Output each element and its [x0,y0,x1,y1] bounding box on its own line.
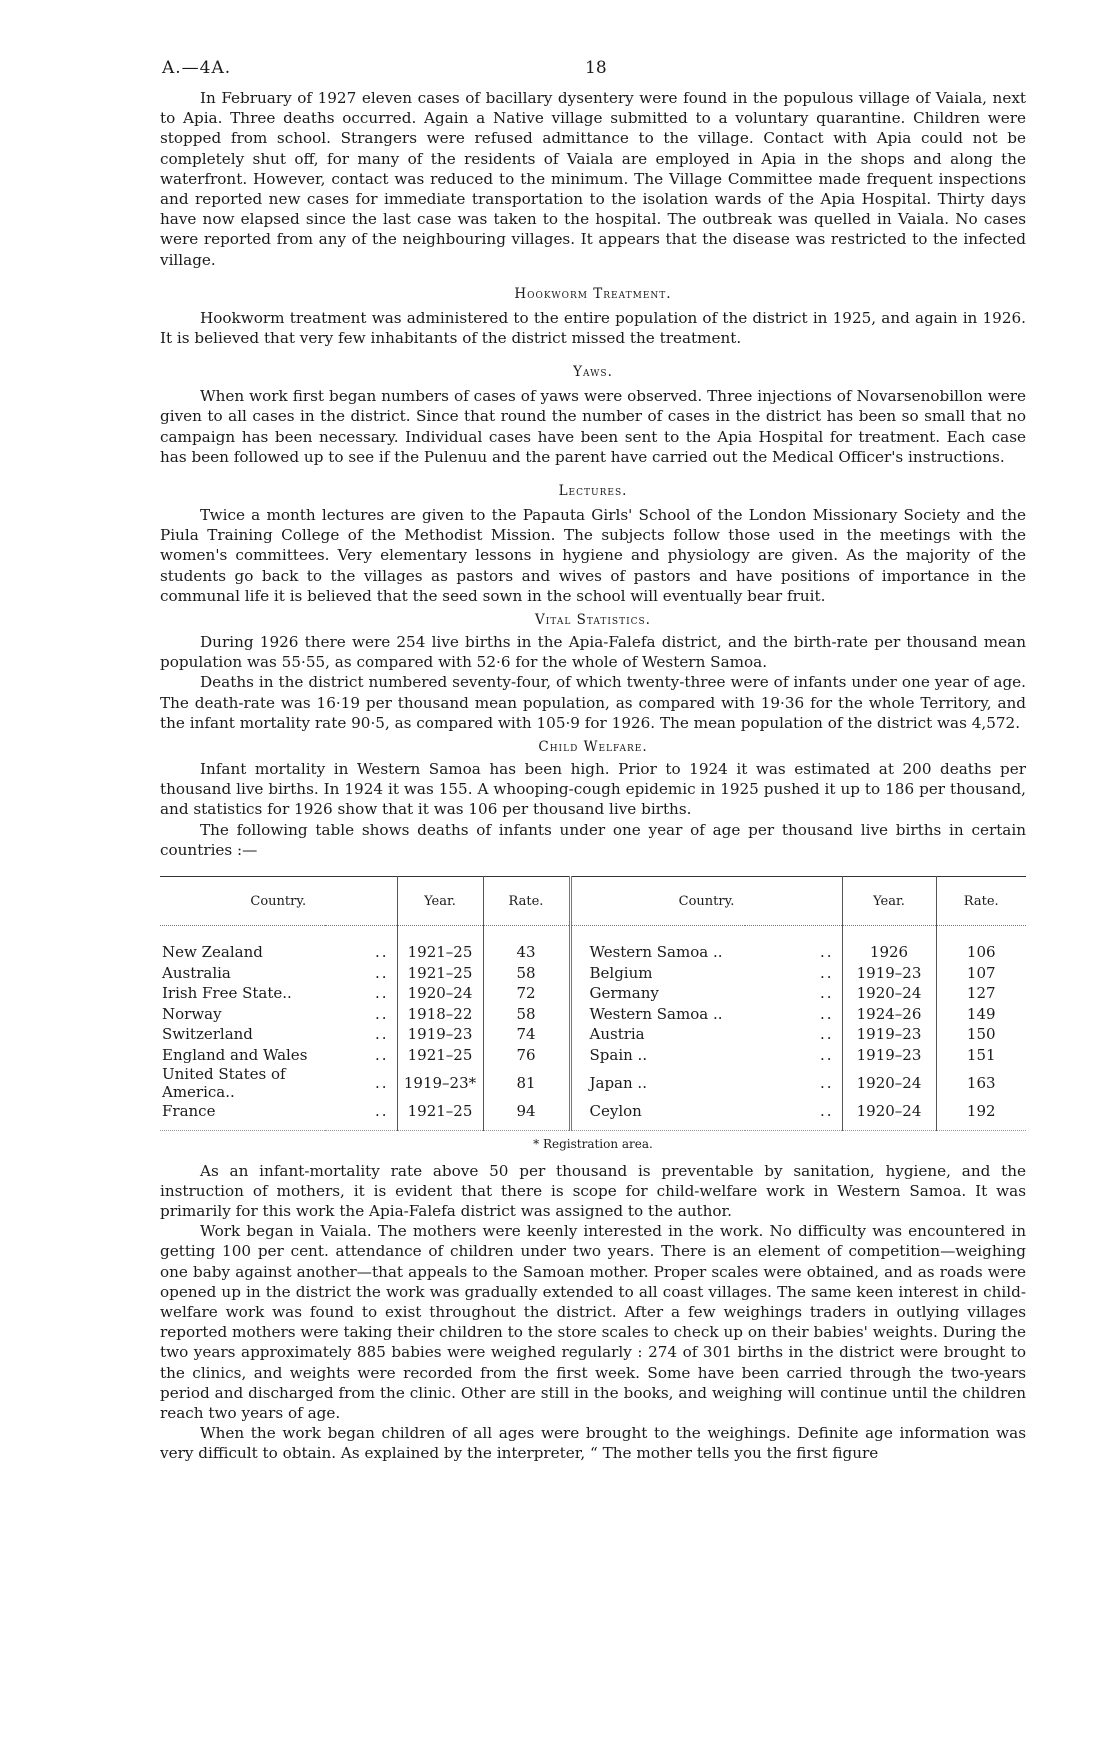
right-leader-dots: .. [745,1024,842,1045]
right-year-cell: 1919–23 [842,963,936,984]
left-year-cell: 1921–25 [397,963,483,984]
child-welfare-paragraph-2: The following table shows deaths of infants under one year of age per thousand live births in certain countries :— [160,820,1026,859]
header-year-left: Year. [397,877,483,926]
left-country-cell: Norway [162,1004,222,1023]
left-year-cell: 1920–24 [397,983,483,1004]
vital-statistics-heading: Vital Statistics. [535,612,651,629]
child-welfare-heading: Child Welfare. [538,739,648,756]
left-country-cell: Irish Free State.. [162,984,292,1003]
right-rate-cell: 106 [966,943,996,962]
yaws-heading: Yaws. [573,364,613,381]
right-leader-dots: .. [745,926,842,963]
left-rate-cell: 74 [483,1024,570,1045]
right-country-cell: Spain .. [589,1045,648,1064]
hookworm-heading: Hookworm Treatment. [514,285,672,302]
vital-statistics-paragraph-2: Deaths in the district numbered seventy-four, of which twenty-three were of infants under one year of age. The death-rate was 16·19 per thousand mean population, as compared with 19·36 for the whole Territory, and the infant mortality rate 90·5, as compared with 105·9 for 1926. The mean population of the district was 4,572. [160,673,1026,732]
left-year-cell: 1921–25 [397,926,483,963]
right-rate-cell: 151 [966,1045,996,1064]
vital-statistics-paragraph-1: During 1926 there were 254 live births in the Apia-Falefa district, and the birth-rate per thousand mean population was 55·55, as compared with 52·6 for the whole of Western Samoa. [160,633,1026,672]
table-row [160,1065,1026,1101]
right-country-cell: Belgium [589,963,653,982]
table-end-cell [397,1122,483,1131]
right-rate-cell: 150 [966,1025,996,1044]
left-leader-dots: .. [325,1024,397,1045]
right-year-cell: 1919–23 [842,1024,936,1045]
right-rate-cell: 149 [966,1004,996,1023]
right-country-cell: Austria [589,1025,645,1044]
left-rate-cell: 81 [483,1065,570,1101]
infant-mortality-table-wrapper [160,876,1026,1151]
right-year-cell: 1920–24 [842,983,936,1004]
left-leader-dots: .. [325,1045,397,1066]
left-year-cell: 1919–23 [397,1024,483,1045]
right-country-cell: Western Samoa .. [589,1004,723,1023]
after-table-paragraph-1: As an infant-mortality rate above 50 per thousand is preventable by sanitation, hygiene, and the instruction of mothers, it is evident that there is scope for child-welfare work in Western Samoa. It was primarily for this work the Apia-Falefa district was assigned to the author. [160,1161,1026,1220]
left-year-cell: 1921–25 [397,1045,483,1066]
table-end-cell [570,1122,745,1131]
right-year-cell: 1919–23 [842,1045,936,1066]
right-country-cell: Western Samoa .. [589,943,723,962]
left-year-cell: 1918–22 [397,1004,483,1025]
header-country-right: Country. [570,877,842,926]
left-leader-dots: .. [325,926,397,963]
table-end-cell [842,1122,936,1131]
after-table-paragraph-2: Work began in Vaiala. The mothers were keenly interested in the work. No difficulty was encountered in getting 100 per cent. attendance of children under two years. There is an element of competition—weighing one baby against another—that appeals to the Samoan mother. Proper scales were obtained, and as roads were opened up in the district the work was gradually extended to all coast villages. The same keen interest in child-welfare work was found to exist throughout the district. After a few weighings traders in outlying villages reported mothers were taking their children to the store scales to check up on their babies' weights. During the two years approximately 885 babies were weighed regularly : 274 of 301 births in the district were brought to the clinics, and weights were recorded from the first week. Some have been carried through the two-years period and discharged from the clinic. Other are still in the books, and weighing will continue until the children reach two years of age. [160,1222,1026,1423]
header-country-left: Country. [160,877,397,926]
left-rate-cell: 58 [483,1004,570,1025]
lectures-heading: Lectures. [558,483,628,500]
left-year-cell: 1919–23* [397,1065,483,1101]
table-footnote: * Registration area. [533,1136,653,1151]
right-year-cell: 1920–24 [842,1065,936,1101]
right-leader-dots: .. [745,1045,842,1066]
table-header-row [160,877,1026,926]
right-leader-dots: .. [745,1065,842,1101]
table-end-cell [325,1122,397,1131]
left-country-cell: United States of America.. [162,1065,286,1102]
right-leader-dots: .. [745,1101,842,1122]
table-end-cell [160,1122,325,1131]
lectures-paragraph: Twice a month lectures are given to the Papauta Girls' School of the London Missionary Society and the Piula Training College of the Methodist Mission. The subjects follow those used in the meetings with the women's committees. Very elementary lessons in hygiene and physiology are given. As the majority of the students go back to the villages as pastors and wives of pastors and have positions of importance in the communal life it is believed that the seed sown in the school will eventually bear fruit. [160,506,1026,605]
left-leader-dots: .. [325,1101,397,1122]
right-leader-dots: .. [745,1004,842,1025]
after-table-paragraph-3: When the work began children of all ages were brought to the weighings. Definite age information was very difficult to obtain. As explained by the interpreter, “ The mother tells you the first figure [160,1424,1026,1463]
right-leader-dots: .. [745,963,842,984]
page-header [160,58,1026,88]
header-rate-right: Rate. [936,877,1026,926]
yaws-paragraph: When work first began numbers of cases of yaws were observed. Three injections of Novarsenobillon were given to all cases in the district. Since that round the number of cases in the district has been so small that no campaign has been necessary. Individual cases have been sent to the Apia Hospital for treatment. Each case has been followed up to see if the Pulenuu and the parent have carried out the Medical Officer's instructions. [160,387,1026,466]
left-country-cell: Switzerland [162,1025,253,1044]
left-leader-dots: .. [325,963,397,984]
right-year-cell: 1926 [842,926,936,963]
dysentery-paragraph: In February of 1927 eleven cases of bacillary dysentery were found in the populous village of Vaiala, next to Apia. Three deaths occurred. Again a Native village submitted to a voluntary quarantine. Children were stopped from school. Strangers were refused admittance to the village. Contact with Apia could not be completely shut off, for many of the residents of Vaiala are employed in Apia in the shops and along the waterfront. However, contact was reduced to the minimum. The Village Committee made frequent inspections and reported new cases for immediate transportation to the isolation wards of the Apia Hospital. Thirty days have now elapsed since the last case was taken to the hospital. The outbreak was quelled in Vaiala. No cases were reported from any of the neighbouring villages. It appears that the disease was restricted to the infected village. [160,89,1026,269]
document-page [160,58,1026,1464]
header-rate-left: Rate. [483,877,570,926]
table-end-cell [745,1122,842,1131]
right-rate-cell: 192 [966,1102,996,1121]
right-country-cell: Germany [589,984,659,1003]
table-row [160,926,1026,963]
left-rate-cell: 58 [483,963,570,984]
right-leader-dots: .. [745,983,842,1004]
infant-mortality-table [160,876,1026,1131]
left-country-cell: New Zealand [162,943,263,962]
left-leader-dots: .. [325,1065,397,1101]
left-leader-dots: .. [325,983,397,1004]
page-number: 18 [585,58,607,78]
right-year-cell: 1924–26 [842,1004,936,1025]
right-rate-cell: 107 [966,963,996,982]
table-row [160,1024,1026,1045]
table-row [160,1101,1026,1122]
left-leader-dots: .. [325,1004,397,1025]
table-row [160,1045,1026,1066]
right-rate-cell: 127 [966,984,996,1003]
table-row [160,983,1026,1004]
left-year-cell: 1921–25 [397,1101,483,1122]
left-country-cell: France [162,1102,216,1121]
left-rate-cell: 43 [483,926,570,963]
table-row [160,963,1026,984]
left-rate-cell: 94 [483,1101,570,1122]
left-rate-cell: 76 [483,1045,570,1066]
left-rate-cell: 72 [483,983,570,1004]
right-country-cell: Japan .. [589,1074,647,1093]
left-country-cell: Australia [162,963,231,982]
hookworm-paragraph: Hookworm treatment was administered to the entire population of the district in 1925, and again in 1926. It is believed that very few inhabitants of the district missed the treatment. [160,308,1026,348]
left-country-cell: England and Wales [162,1045,308,1064]
right-year-cell: 1920–24 [842,1101,936,1122]
table-row [160,1004,1026,1025]
table-end-cell [936,1122,1026,1131]
report-reference: A.—4A. [162,58,232,78]
child-welfare-paragraph-1: Infant mortality in Western Samoa has been high. Prior to 1924 it was estimated at 200 deaths per thousand live births. In 1924 it was 155. A whooping-cough epidemic in 1925 pushed it up to 186 per thousand, and statistics for 1926 show that it was 106 per thousand live births. [160,760,1026,819]
header-year-right: Year. [842,877,936,926]
table-end-rule [160,1122,1026,1131]
right-country-cell: Ceylon [589,1102,642,1121]
table-end-cell [483,1122,570,1131]
right-rate-cell: 163 [966,1074,996,1093]
